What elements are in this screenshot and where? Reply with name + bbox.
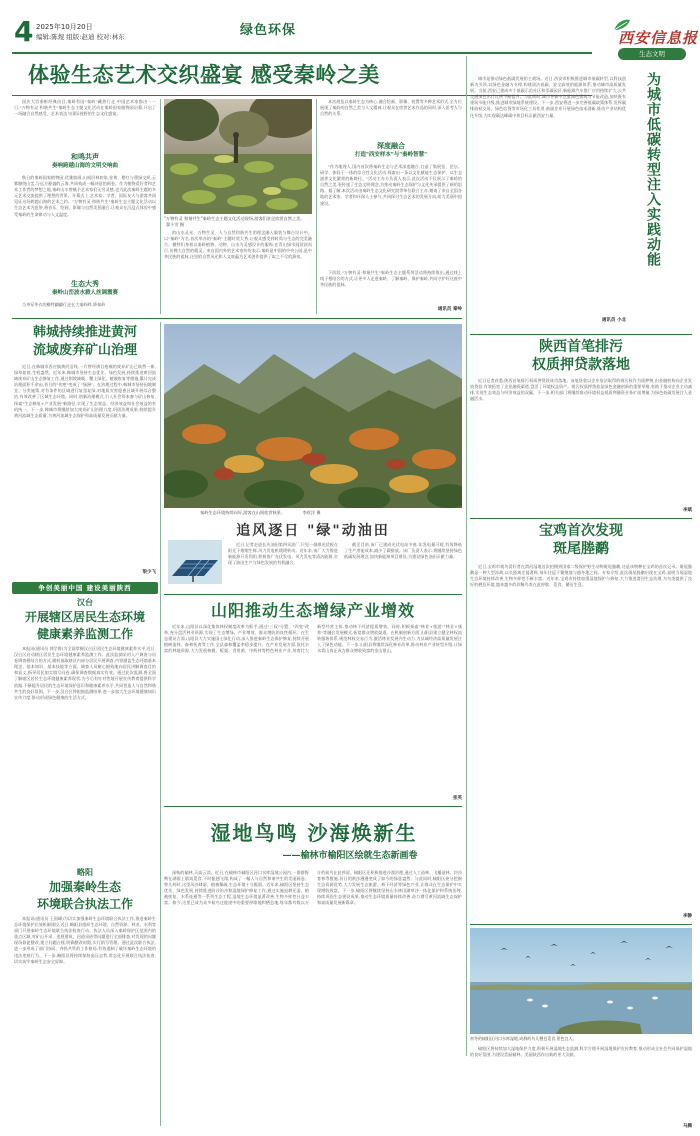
lead-subhead-2-line2: 秦岭山峦波水掀人丝调震赛: [51, 290, 118, 296]
lead-subhead-1: 和鸣共声: [71, 153, 99, 161]
lead-col1-end: [14, 302, 156, 314]
lead-col3-body: [320, 164, 462, 268]
lead-subhead-2: 生态大秀: [71, 280, 99, 288]
lead-col3-credit: 通讯员 秦岭: [437, 307, 462, 312]
oilfield-left-body: [228, 542, 338, 588]
oilfield-right-body: [344, 542, 462, 588]
hantai-text: 本报讯(通讯员 郭学群)为全面掌握汉台区居民生态环境健康素养水平,近日,汉台区启动辖区居民生态环境健康素养监测工作。此次监测采用入户调查与问卷调查相结合的方式,随机抽取辖区内部分居民开展调查,内容涵盖生态环境基本理念、基本知识、基本技能等方面。调查人员耐心细致地向居民讲解调查目的和意义,指导居民如实填写问卷,确保调查数据真实有效。通过此次监测,将全面了解辖区居民生态环境健康素养现状,为今后有针对性地开展宣传教育提供科学依据,不断提升居民的生态环境保护意识和健康素养水平,共同营造人与自然和谐共生的良好氛围。下一步,汉台区将根据监测结果,进一步加大生态环境健康知识宣传力度,推动形成绿色健康的生活方式。: [14, 646, 156, 700]
right-feature-body: [470, 76, 626, 314]
oilfield-right-text: 截至目前,该厂已建成光伏电站多座,年发电量可观,有效降低了生产用能成本,减少了碳排放。该厂负责人表示,将继续坚持绿色低碳发展理念,加快新能源项目建设,为建设绿色油田贡献力量。: [344, 542, 462, 560]
side-news-2-title-2: 斑尾塍鹬: [553, 541, 609, 557]
lead-col3-top: [320, 99, 462, 139]
lead-photo-credit: 翟小雪 摄: [166, 222, 185, 227]
side-news-1-title-2: 权质押贷款落地: [532, 357, 630, 373]
lead-subhead-3-line2: 打造"西安样本"与"秦岭智慧": [355, 152, 427, 158]
campaign-banner: [12, 582, 158, 594]
wetland-photo-caption-text: 初冬的榆阳区河口水库湿地,成群的鸟儿栖息觅食,景色宜人。: [470, 1036, 577, 1041]
yulin-subtitle: ——榆林市榆阳区绘就生态新画卷: [282, 851, 418, 861]
column-tag: 生态文明: [618, 48, 686, 60]
lead-intro: [14, 99, 156, 149]
page-number: 4: [14, 15, 34, 48]
center-mountain-photo: [164, 324, 462, 508]
lead-col3-end: [320, 270, 462, 308]
side-news-1-title-1: 陕西首笔排污: [539, 339, 623, 355]
yulin-body: [164, 870, 462, 1126]
yulin-after-body: [470, 1046, 692, 1124]
yulin-credit: 马腾: [683, 1124, 692, 1129]
lead-col1-text: 秋日的秦岭国家植物园,优雅如画,山间层林初染,金黄、橙红与墨绿交织,云雾缭绕山峦,与远方静谧的云海,共同构成一幅诗意的画卷。作为植物爱好者和艺术工作者的梦想之地,秦岭山水曾赋予艺术家们无穷灵感,也为此次秦岭主题的多元艺术交流提供了理想的背景。开幕式上,艺术家、学者、国际友人与游客共同见证这场跨越山海的艺术之约。"万物有灵·和谐共生"秦岭生态主题文化活动以生态艺术为纽带,将音乐、绘画、影像与自然美景融合,让观众在沉浸式体验中感受秦岭的生命律动与人文温度。: [14, 175, 156, 217]
oilfield-left-text: 近日,记者走进长庆油田第四采油厂,只见一排排光伏板在阳光下熠熠生辉,风力发电机缓缓转动。近年来,该厂大力推进新能源开发利用,积极推广光伏发电、风力发电等清洁能源,实现了油田生产与绿色发展的有机融合。: [228, 542, 338, 566]
yulin-text: 深秋的榆林,天高云淡。近日,在榆林市榆阳区河口水库湿地公园内,一群群野鸭在湖面上嬉戏觅食,不时振翅飞翔,构成了一幅人与自然和谐共生的美丽画卷。曾几何时,这里风沙肆虐、植被稀疏,生态环境十分脆弱。近年来,榆阳区坚持生态优先、绿色发展,持续推进防沙治沙和湿地保护修复工作,通过实施退耕还湿、植被恢复、水系连通等一系列生态工程,湿地生态环境显著改善,生物多样性日益丰富。如今,这里已成为众多候鸟迁徙途中的重要停歇地和栖息地,每年都有数以万计的候鸟在此停留。榆阳区还积极推进沙漠治理,通过人工造林、飞播造林、封沙育林等措施,昔日的黄沙漫漫变成了如今的绿意盎然。与此同时,榆阳区充分挖掘生态资源优势,大力发展生态旅游、林下经济等绿色产业,让群众在生态保护中实现增收致富。下一步,榆阳区将继续坚持山水林田湖草沙一体化保护和系统治理,持续巩固生态建设成果,推动生态环境质量持续改善,奋力谱写黄河流域生态保护和高质量发展新篇章。: [164, 870, 462, 906]
lueyang-place: 略阳: [77, 868, 93, 877]
right-feature-credit: 通讯员 小北: [601, 318, 626, 323]
yulin-headline: 湿地鸟鸣 沙海焕新生: [210, 821, 418, 845]
lead-col3-text: "作为地理人,国内首次将秦岭生态与艺术深度融合,打造了集展览、论坛、研学、体验于一体的综合性文化活动,探索出一条以文化赋能生态保护、以生态滋养文化繁荣的新路径。"活动主办方负责人表示,此次活动不仅展示了秦岭的自然之美,更传递了生态文明理念,为推动秦岭生态保护与文化传承提供了新的思路。据了解,本次活动由秦岭生态文化研究院等单位联合主办,邀请了来自全国各地的艺术家、学者和环保人士参与,共同探讨生态艺术的发展方向,助力美丽中国建设。: [320, 164, 462, 206]
center-photo-credit: 李欣洋 摄: [302, 510, 321, 515]
wetland-photo-caption: [470, 1036, 692, 1044]
lead-col1-end-text: 当身穿华衣的模特翩翩行走在大秦岭畔,将秦岭: [22, 302, 106, 307]
center-photo-caption: [200, 510, 462, 518]
shanyang-headline: 山阳推动生态增绿产业增效: [210, 601, 415, 620]
side-news-2-credit: 李静: [683, 914, 692, 919]
section-name: 绿色环保: [240, 23, 297, 38]
lueyang-headline-1: 加强秦岭生态: [48, 880, 121, 894]
shanyang-body: [164, 624, 462, 794]
masthead: [0, 0, 700, 60]
lead-photo-caption: [164, 216, 312, 228]
lead-photo: [164, 99, 312, 214]
lueyang-body: [14, 916, 156, 1124]
date-line: 2025年10月20日: [36, 23, 93, 31]
right-feature-text: 城市是推动绿色低碳发展的主战场。近日,西安市积极推进城市低碳转型,以科技创新为引领,以绿色金融为支撑,构建清洁低碳、安全高效的能源体系,推动城市高质量发展。当前,西安已建成多个低碳示范社区和零碳园区,新能源汽车推广应用持续扩大,公共交通绿色出行比例不断提升。与此同时,城市更新中注重绿色建筑与节能改造,加快既有建筑节能升级,推进城市绿地系统建设。下一步,西安将进一步完善低碳政策体系,发挥碳排放权交易、绿色信贷等市场化工具作用,鼓励企业开展绿色技术创新,推动产业结构优化升级,为实现碳达峰碳中和目标贡献西安力量。: [470, 76, 626, 118]
lead-col3-top-text: 本次展览以秦岭生态为核心,融合绘画、影像、装置等多种艺术形式,全方位展现了秦岭的自然之美与人文精神,让观众在欣赏艺术作品的同时,深入思考人与自然的关系。: [320, 99, 462, 117]
right-feature-vertical-title: 为城市低碳转型注入实践动能: [645, 72, 661, 267]
hancheng-headline-2: 流域废弃矿山治理: [32, 343, 137, 358]
lead-subhead-1-line2: 奏响跨越山海的文明交响曲: [51, 163, 118, 169]
hancheng-text: 近日,在韩城市西庄镇黄河沿线,一片曾经满目疮痍的废弃矿山已焕然一新,绿草如茵,生机盎然。近年来,韩城市坚持生态优先、绿色发展,持续推进黄河流域废弃矿山生态修复工作,通过削坡减载、覆土绿化、植被恢复等措施,累计完成治理面积千余亩,昔日的"伤疤"变成了"绿洲"。在治理过程中,韩城市坚持因地制宜、分类施策,对有条件的区域进行复垦复绿,对地质灾害隐患区域开展综合整治,有效改善了区域生态环境。同时,创新治理模式,引入社会资本参与矿山修复,探索"生态修复+产业发展"新路径,实现了生态效益、经济效益和社会效益的有机统一。下一步,韩城市将继续加大废弃矿山治理力度,巩固治理成果,持续提升黄河流域生态质量,为黄河流域生态保护和高质量发展贡献力量。: [14, 364, 156, 418]
lead-headline: 体验生态艺术交织盛宴 感受秦岭之美: [28, 63, 380, 87]
side-news-2-body: [470, 564, 692, 910]
editors-line: 编辑:陈煜 组版:赵迪 校对:林东: [36, 33, 125, 41]
yulin-after-text: 榆阳区将持续加大湿地保护力度,积极开展湿地生态监测,科学合理开展湿地保护宣传教育,推动形成全社会共同保护湿地的良好氛围,为建设美丽榆林、美丽陕西作出新的更大贡献。: [470, 1046, 692, 1058]
hantai-body: [14, 646, 156, 860]
lead-subhead-3: 深度融合: [377, 142, 405, 150]
side-news-1-body: [470, 378, 692, 506]
lead-col2-text: 的山水灵光、万物生灵、人与自然和谐共生的理念融入服装与舞台设计中。以"秦岭"为名,首次举办的"秦岭"主题时装大秀,让观众感受到时尚与生态的完美融合。模特们身着以秦岭植物、动物、山水为灵感设计的服饰,在青山绿水间款款而行,仿佛大自然的精灵。来自国内外的艺术家纷纷表示,秦岭是中国的中央公园,是中华民族的祖脉,这里的自然风光和人文底蕴为艺术创作提供了取之不尽的源泉。: [164, 230, 312, 260]
lead-photo-caption-text: "万物有灵 和谐共生"秦岭生态主题文化活动现场,游客们驻足欣赏自然之美。: [164, 216, 305, 221]
center-photo-caption-text: 秦岭生态环境持续向好,游客在山间欣赏秋景。: [200, 510, 286, 515]
wetland-photo: [470, 928, 692, 1034]
lead-intro-text: 国庆大咨泰彬经典由目,秦岭有国"秦岭"藏热行走,中国艺术家都由一一日,"万物有灵·和谐共生"秦岭生态主题文化活动在秦岭国家植物园启幕,开启了一场融合自然感受、艺术表达与国际视野的生态文化盛宴。: [14, 99, 156, 117]
lead-col1-body: [14, 175, 156, 277]
lead-col3-end-text: 下阶段,"万物有灵·和谐共生"秦岭生态主题系列活动将持续推出,通过线上线下相结合的方式,让更多人走进秦岭、了解秦岭、保护秦岭,共同守护好这座中华民族的祖脉。: [320, 270, 462, 288]
campaign-banner-text: 争创美丽中国 建设美丽陕西: [38, 584, 132, 592]
lead-col2-body: [164, 230, 312, 314]
lueyang-text: 本报讯(通讯员 王国峰)为切实加强秦岭生态环境联合执法工作,推进秦岭生态环境保护长效机制建设,近日,略阳县组织生态环境、自然资源、林业、水利等部门开展秦岭生态环境联合执法检查行动。执法人员深入秦岭保护区范围内的重点区域,对矿山开采、违规建筑、河道采砂等问题进行全面排查,对发现的问题现场督促整改,建立问题台账,明确整改时限,实行销号管理。通过此次联合执法,进一步形成了部门协同、齐抓共管的工作格局,有效遏制了破坏秦岭生态环境的违法违规行为。下一步,略阳县将持续保持高压态势,常态化开展联合执法检查,切实筑牢秦岭生态安全屏障。: [14, 916, 156, 964]
hancheng-headline-1: 韩城持续推进黄河: [32, 325, 137, 340]
hantai-place: 汉台: [77, 598, 93, 607]
shanyang-credit: 张英: [453, 796, 462, 801]
hantai-headline-2: 健康素养监测工作: [36, 627, 133, 641]
side-news-2-text: 近日,宝鸡市观鸟爱好者在渭河湿地首次拍摄到国家二级保护野生动物斑尾塍鹬,这是该物种在宝鸡的首次记录。斑尾塍鹬是一种大型涉禽,以长距离迁徙著称,每年往返于繁殖地与越冬地之间。专家介绍,此次斑尾塍鹬出现在宝鸡,说明当地湿地生态环境持续改善,生物多样性不断丰富。近年来,宝鸡市持续加强湿地保护与修复,大力推进渭河生态治理,为鸟类提供了良好的栖息环境,越来越多的珍稀鸟类在此停歇、觅食、繁衍生息。: [470, 564, 692, 588]
shanyang-text: 近年来,山阳县以深化集体林权制度改革为抓手,通过"三权"分置、"四变"改革,充分盘活林业资源,实现了生态增绿、产业增效、群众增收的良性循环。在生态建设方面,山阳县大力实施国土绿化行动,深入推进秦岭生态保护修复,持续开展植树造林、森林抚育等工作,全县森林覆盖率稳步提升。在产业发展方面,依托丰富的林地资源,大力发展核桃、板栗、食用菌、中药材等特色林业产业,培育壮大新型经营主体,推动林下经济提质增效。同时,积极探索"林业+旅游""林业+康养"等融合发展模式,拓宽群众增收渠道。在机制创新方面,山阳县建立健全林权流转服务体系,规范林权交易行为,激活林业发展内生动力,为县域经济高质量发展注入了绿色动能。下一步,山阳县将继续深化林业改革,推动林业产业转型升级,让绿水青山真正成为群众增收致富的金山银山。: [164, 624, 462, 654]
side-news-2-title-1: 宝鸡首次发现: [539, 523, 623, 539]
lueyang-headline-2: 环境联合执法工作: [36, 897, 133, 911]
side-news-1-credit: 李斌: [683, 508, 692, 513]
oilfield-headline: 追风逐日 "绿"动油田: [236, 523, 390, 539]
solar-panel-icon: [168, 540, 222, 584]
hantai-headline-1: 开展辖区居民生态环境: [24, 610, 145, 624]
hancheng-body: [14, 364, 156, 568]
paper-brand: 西安信息报: [618, 29, 699, 47]
side-news-1-text: 近日记者获悉,陕西首笔排污权质押贷款成功落地。该笔贷款以企业依法取得的排污权作为质押物,由金融机构向企业发放贷款,有效拓宽了企业融资渠道,盘活了环境权益资产。排污权质押贷款是绿色金融创新的重要举措,有助于推动企业主动减排,实现生态效益与经济效益的双赢。下一步,相关部门将继续推动环境权益抵质押融资业务扩面增量,为绿色低碳发展注入金融活水。: [470, 378, 692, 402]
hancheng-credit: 梁少飞: [142, 570, 156, 575]
